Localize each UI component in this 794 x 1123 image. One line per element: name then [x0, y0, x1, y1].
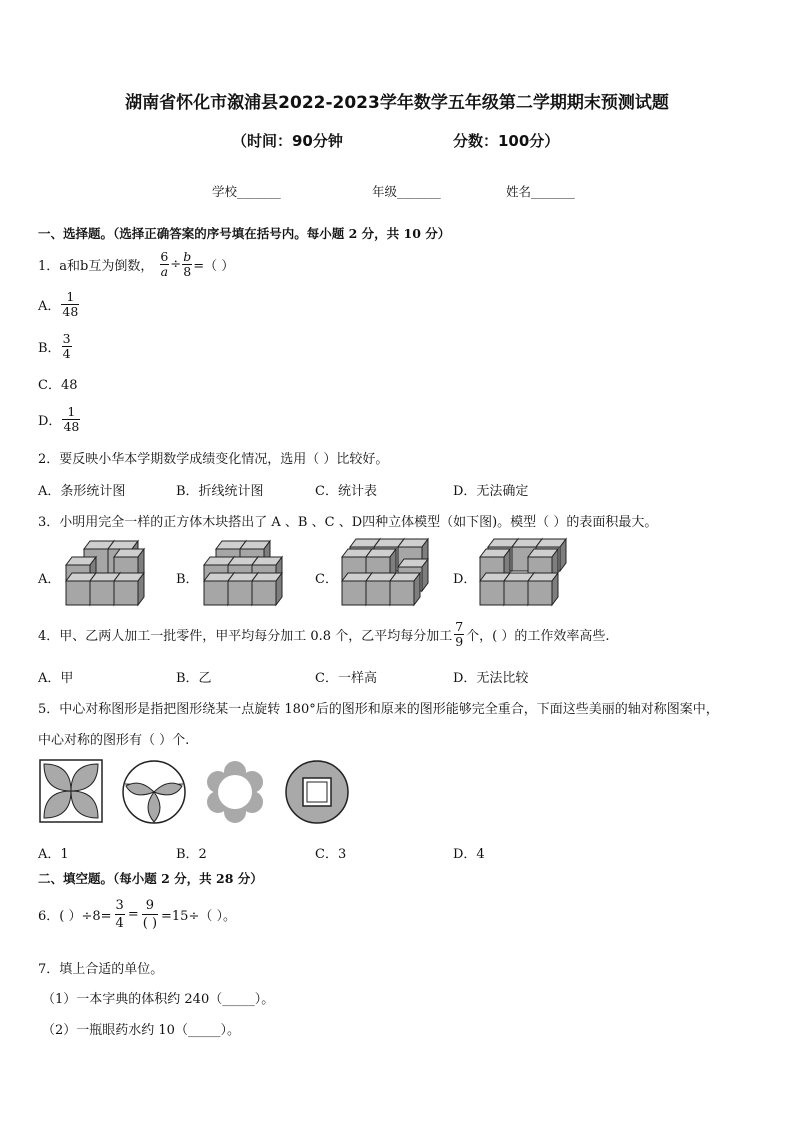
question-2: 2．要反映小华本学期数学成绩变化情况，选用（ ）比较好。 [38, 452, 389, 467]
circle-three-petal-figure [123, 761, 185, 823]
q3-option-a[interactable]: A． [38, 572, 61, 587]
q3-option-b[interactable]: B． [176, 572, 199, 587]
q1-tail: =（ ） [193, 259, 235, 274]
q5-option-b[interactable]: B．2 [176, 847, 207, 862]
school-field: 学校_______ [212, 184, 281, 199]
q4-option-d[interactable]: D．无法比较 [453, 671, 529, 686]
q1-option-a[interactable] [38, 290, 80, 319]
q2-option-d[interactable]: D．无法确定 [453, 484, 529, 499]
model-b-figure [204, 541, 282, 605]
q1-frac-2 [182, 250, 192, 279]
q5-option-a[interactable]: A．1 [38, 847, 69, 862]
q4-text-b: 个，( ）的工作效率高些. [466, 629, 610, 644]
q6-eq: = [127, 907, 139, 922]
q1-option-b[interactable] [38, 332, 73, 361]
q1-op: ÷ [170, 257, 182, 272]
page-title: 湖南省怀化市溆浦县2022-2023学年数学五年级第二学期期末预测试题 [125, 93, 669, 113]
q5-option-d[interactable]: D．4 [453, 847, 485, 862]
section-2-title: 二、填空题。（每小题 2 分，共 28 分） [38, 871, 263, 886]
q6-frac-2-num: 9 [145, 898, 155, 913]
q4-text-a: 4．甲、乙两人加工一批零件，甲平均每分加工 0.8 个，乙平均每分加工 [38, 629, 453, 644]
exam-time: （时间：90分钟 [232, 132, 343, 150]
q1-option-b-den: 4 [62, 346, 71, 361]
q2-option-b[interactable]: B．折线统计图 [176, 484, 264, 499]
q1-option-b-num: 3 [62, 331, 71, 346]
question-7-2[interactable]: （2）一瓶眼药水约 10（_____）。 [42, 1023, 240, 1038]
q1-option-d-frac [62, 405, 80, 434]
q4-option-c[interactable]: C．一样高 [315, 671, 377, 686]
q6-lead: 6．( ）÷8= [38, 909, 112, 924]
q4-option-b[interactable]: B．乙 [176, 671, 212, 686]
section-1-title: 一、选择题。（选择正确答案的序号填在括号内。每小题 2 分，共 10 分） [38, 226, 451, 241]
q4-frac [454, 620, 464, 649]
grade-field: 年级_______ [372, 184, 441, 199]
q1-frac-2-num: b [183, 249, 192, 264]
q1-frac-1-den: a [160, 264, 169, 279]
question-7-1[interactable]: （1）一本字典的体积约 240（_____）。 [42, 992, 275, 1007]
q1-option-d-den: 48 [63, 419, 80, 434]
q4-frac-den: 9 [455, 634, 464, 649]
cube-models-figure [0, 535, 794, 615]
coin-figure [286, 761, 348, 823]
q6-tail: =15÷（ ）。 [161, 909, 236, 924]
square-petal-figure [40, 760, 102, 822]
q1-option-d-label: D． [38, 414, 62, 429]
q1-frac-2-den: 8 [183, 264, 192, 279]
question-3: 3．小明用完全一样的正方体木块搭出了 A 、B 、C 、D四种立体模型（如下图)。模型（ ）的表面积最大。 [38, 515, 658, 530]
q6-frac-1 [115, 897, 125, 932]
question-6 [38, 897, 236, 932]
model-c-figure [342, 539, 428, 605]
q6-frac-2-den[interactable]: ( ) [142, 916, 158, 931]
model-a-figure [66, 541, 144, 605]
q1-option-a-label: A． [38, 299, 61, 314]
q1-option-a-frac [61, 290, 79, 319]
question-7: 7．填上合适的单位。 [38, 962, 164, 977]
exam-score: 分数：100分） [453, 132, 560, 150]
q2-option-c[interactable]: C．统计表 [315, 484, 377, 499]
q1-option-b-frac [62, 332, 72, 361]
question-1 [38, 250, 234, 279]
q1-frac-1 [159, 250, 169, 279]
q4-option-a[interactable]: A．甲 [38, 671, 74, 686]
q6-frac-1-num: 3 [115, 898, 124, 913]
q1-prefix: 1．a和b互为倒数， [38, 259, 154, 274]
question-5-line-2: 中心对称的图形有（ ）个. [38, 733, 190, 748]
q4-frac-num: 7 [455, 619, 464, 634]
symmetry-figures [30, 756, 370, 828]
q1-option-d-num: 1 [67, 404, 76, 419]
q3-option-d[interactable]: D． [453, 572, 477, 587]
flower-figure [207, 761, 263, 823]
question-5-line-1: 5．中心对称图形是指把图形绕某一点旋转 180°后的图形和原来的图形能够完全重合，下面这些美丽的轴对称图案中， [38, 702, 719, 717]
q1-option-a-den: 48 [62, 304, 79, 319]
q6-frac-1-den: 4 [115, 916, 124, 931]
q1-frac-1-num: 6 [160, 249, 169, 264]
q1-option-b-label: B． [38, 341, 61, 356]
model-d-figure [480, 539, 566, 605]
question-4 [38, 620, 610, 649]
q3-option-c[interactable]: C． [315, 572, 338, 587]
q6-frac-2 [142, 897, 158, 932]
q1-option-c[interactable]: C．48 [38, 378, 78, 393]
q5-option-c[interactable]: C．3 [315, 847, 347, 862]
name-field: 姓名_______ [506, 184, 575, 199]
q1-option-d[interactable] [38, 405, 81, 434]
q2-option-a[interactable]: A．条形统计图 [38, 484, 126, 499]
q1-option-a-num: 1 [66, 289, 75, 304]
